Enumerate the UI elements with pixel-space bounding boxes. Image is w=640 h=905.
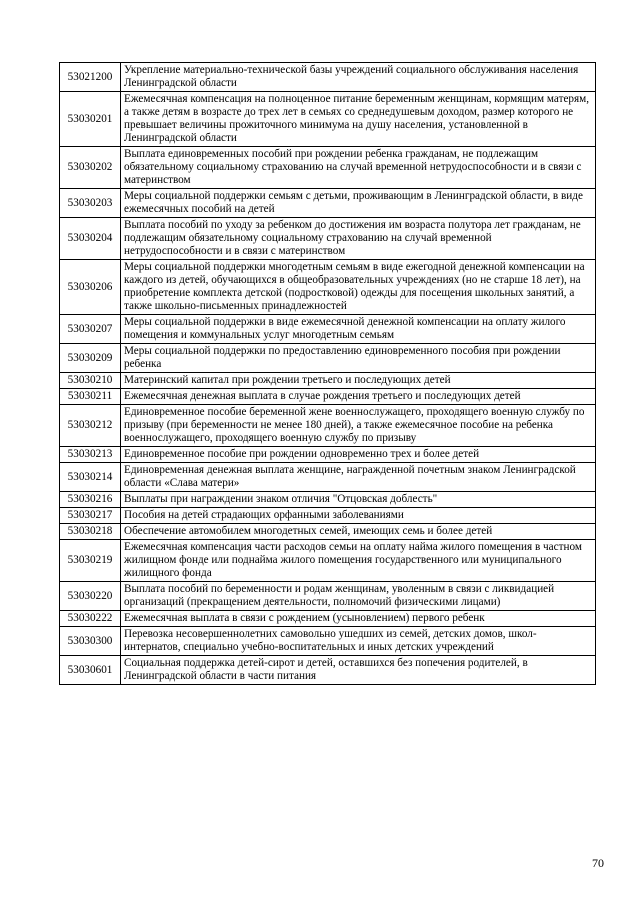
table-row bbox=[60, 218, 596, 260]
row-code: 53030203 bbox=[60, 189, 121, 218]
row-code: 53030219 bbox=[60, 540, 121, 582]
row-description: Обеспечение автомобилем многодетных семей, имеющих семь и более детей bbox=[121, 524, 596, 540]
table-row bbox=[60, 656, 596, 685]
table-row bbox=[60, 63, 596, 92]
row-description: Пособия на детей страдающих орфанными заболеваниями bbox=[121, 508, 596, 524]
table-row bbox=[60, 260, 596, 315]
row-code: 53030220 bbox=[60, 582, 121, 611]
table-row bbox=[60, 627, 596, 656]
table-row bbox=[60, 405, 596, 447]
row-code: 53030601 bbox=[60, 656, 121, 685]
row-code: 53030212 bbox=[60, 405, 121, 447]
table-row bbox=[60, 508, 596, 524]
row-description: Меры социальной поддержки по предоставлению единовременного пособия при рождении ребенка bbox=[121, 344, 596, 373]
table-row bbox=[60, 389, 596, 405]
row-code: 53030222 bbox=[60, 611, 121, 627]
row-description: Выплаты при награждении знаком отличия "Отцовская доблесть" bbox=[121, 492, 596, 508]
row-description: Единовременное пособие беременной жене военнослужащего, проходящего военную службу по призыву (при беременности не менее 180 дней), а также ежемесячное пособие на ребенка военнослужащего, проходящего военную службу по призыву bbox=[121, 405, 596, 447]
row-code: 53030211 bbox=[60, 389, 121, 405]
table-row bbox=[60, 524, 596, 540]
table-row bbox=[60, 463, 596, 492]
row-code: 53030218 bbox=[60, 524, 121, 540]
table-row bbox=[60, 611, 596, 627]
row-description: Выплата единовременных пособий при рождении ребенка гражданам, не подлежащим обязательному социальному страхованию на случай временной нетрудоспособности и в связи с материнством bbox=[121, 147, 596, 189]
row-description: Социальная поддержка детей-сирот и детей, оставшихся без попечения родителей, в Ленинградской области в части питания bbox=[121, 656, 596, 685]
row-description: Ежемесячная компенсация части расходов семьи на оплату найма жилого помещения в частном жилищном фонде или поднайма жилого помещения государственного или муниципального жилищного фонда bbox=[121, 540, 596, 582]
table-row bbox=[60, 540, 596, 582]
row-code: 53030210 bbox=[60, 373, 121, 389]
table-row bbox=[60, 492, 596, 508]
row-code: 53030300 bbox=[60, 627, 121, 656]
row-description: Выплата пособий по беременности и родам женщинам, уволенным в связи с ликвидацией организаций (прекращением деятельности, полномочий физическими лицами) bbox=[121, 582, 596, 611]
row-code: 53030209 bbox=[60, 344, 121, 373]
row-code: 53030207 bbox=[60, 315, 121, 344]
row-description: Единовременная денежная выплата женщине, награжденной почетным знаком Ленинградской области «Слава матери» bbox=[121, 463, 596, 492]
row-description: Ежемесячная компенсация на полноценное питание беременным женщинам, кормящим матерям, а также детям в возрасте до трех лет в семьях со среднедушевым доходом, размер которого не превышает величины прожиточного минимума на душу населения, установленной в Ленинградской области bbox=[121, 92, 596, 147]
row-description: Меры социальной поддержки семьям с детьми, проживающим в Ленинградской области, в виде ежемесячных пособий на детей bbox=[121, 189, 596, 218]
row-code: 53030213 bbox=[60, 447, 121, 463]
table-row bbox=[60, 373, 596, 389]
table-row bbox=[60, 92, 596, 147]
row-description: Укрепление материально-технической базы учреждений социального обслуживания населения Ленинградской области bbox=[121, 63, 596, 92]
row-description: Перевозка несовершеннолетних самовольно ушедших из семей, детских домов, школ-интернатов, специально учебно-воспитательных и иных детских учреждений bbox=[121, 627, 596, 656]
table-body bbox=[60, 63, 596, 685]
row-code: 53030206 bbox=[60, 260, 121, 315]
row-description: Меры социальной поддержки многодетным семьям в виде ежегодной денежной компенсации на каждого из детей, обучающихся в общеобразовательных учреждениях (но не старше 18 лет), на приобретение комплекта детской (подростковой) одежды для посещения школьных занятий, а также школьно-письменных принадлежностей bbox=[121, 260, 596, 315]
row-code: 53030216 bbox=[60, 492, 121, 508]
row-code: 53030204 bbox=[60, 218, 121, 260]
table-row bbox=[60, 189, 596, 218]
row-code: 53030217 bbox=[60, 508, 121, 524]
table-row bbox=[60, 315, 596, 344]
table-row bbox=[60, 147, 596, 189]
page-number: 70 bbox=[592, 856, 604, 870]
row-description: Ежемесячная выплата в связи с рождением (усыновлением) первого ребенк bbox=[121, 611, 596, 627]
row-description: Выплата пособий по уходу за ребенком до достижения им возраста полутора лет гражданам, не подлежащим обязательному социальному страхованию на случай временной нетрудоспособности и в связи с материнством bbox=[121, 218, 596, 260]
row-code: 53030201 bbox=[60, 92, 121, 147]
table-row bbox=[60, 344, 596, 373]
row-code: 53021200 bbox=[60, 63, 121, 92]
table-row bbox=[60, 447, 596, 463]
table-row bbox=[60, 582, 596, 611]
row-description: Материнский капитал при рождении третьего и последующих детей bbox=[121, 373, 596, 389]
row-description: Меры социальной поддержки в виде ежемесячной денежной компенсации на оплату жилого помещения и коммунальных услуг многодетным семьям bbox=[121, 315, 596, 344]
budget-codes-table bbox=[59, 62, 596, 685]
row-code: 53030214 bbox=[60, 463, 121, 492]
row-description: Единовременное пособие при рождении одновременно трех и более детей bbox=[121, 447, 596, 463]
row-description: Ежемесячная денежная выплата в случае рождения третьего и последующих детей bbox=[121, 389, 596, 405]
row-code: 53030202 bbox=[60, 147, 121, 189]
